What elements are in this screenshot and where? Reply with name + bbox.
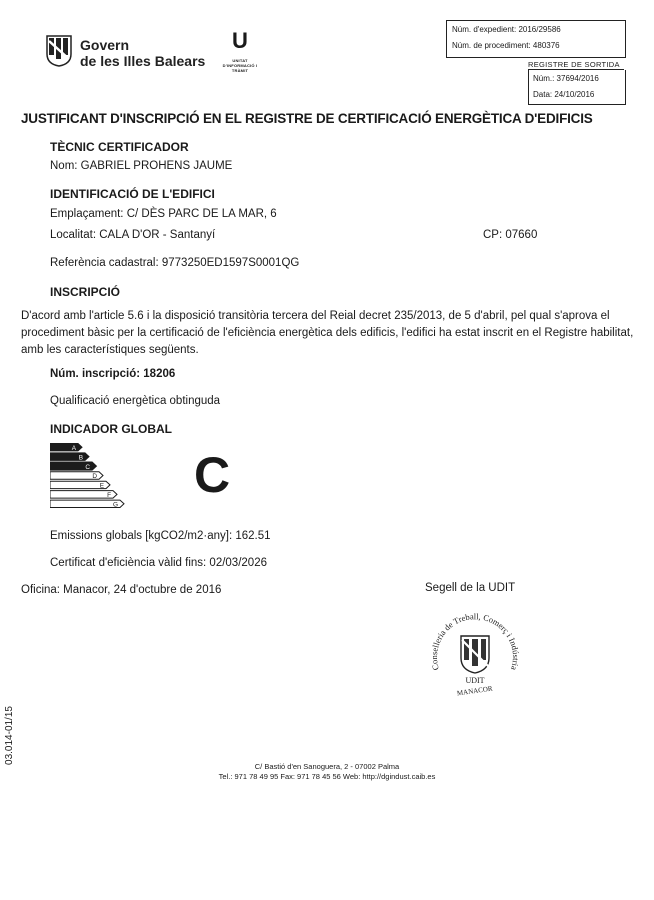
certificat-validesa: Certificat d'eficiència vàlid fins: 02/03/2026 <box>50 557 267 569</box>
document-title: JUSTIFICANT D'INSCRIPCIÓ EN EL REGISTRE DE CERTIFICACIÓ ENERGÈTICA D'EDIFICIS <box>21 111 593 126</box>
registre-number: Núm.: 37694/2016 <box>533 74 599 83</box>
oficina-data: Oficina: Manacor, 24 d'octubre de 2016 <box>21 584 222 596</box>
govern-line2: de les Illes Balears <box>80 53 206 69</box>
energy-bar-letter-e: E <box>99 482 104 490</box>
qualificacio-label: Qualificació energètica obtinguda <box>50 395 221 407</box>
energy-bar-letter-f: F <box>107 492 111 500</box>
energy-bar-letter-g: G <box>113 501 118 509</box>
registre-sortida-title: REGISTRE DE SORTIDA <box>528 60 620 69</box>
emissions-globals: Emissions globals [kgCO2/m2·any]: 162.51 <box>50 530 271 542</box>
udit-logo <box>216 30 264 73</box>
energy-bar-letter-c: C <box>85 463 90 471</box>
expedient-number: Núm. d'expedient: 2016/29586 <box>452 25 561 34</box>
edifici-cp: CP: 07660 <box>483 229 538 241</box>
indicador-heading: INDICADOR GLOBAL <box>50 422 172 436</box>
seal-udit-text: UDIT <box>465 676 485 685</box>
tecnic-nom: Nom: GABRIEL PROHENS JAUME <box>50 160 233 172</box>
edifici-referencia: Referència cadastral: 9773250ED1597S0001QG <box>50 257 300 269</box>
tecnic-heading: TÈCNIC CERTIFICADOR <box>50 140 189 154</box>
segell-label: Segell de la UDIT <box>425 582 516 594</box>
udit-logo-line2: D'INFORMACIÓ I TRÀMIT <box>222 63 258 73</box>
form-code: 03.014-01/15 <box>3 706 15 765</box>
govern-name <box>80 37 205 69</box>
energy-bar-b <box>50 453 89 460</box>
energy-bar-a <box>50 444 82 451</box>
udit-seal-stamp <box>420 600 530 710</box>
edifici-emplacament: Emplaçament: C/ DÈS PARC DE LA MAR, 6 <box>50 208 277 220</box>
seal-manacor-text: MANACOR <box>456 684 494 698</box>
expedient-box <box>446 20 626 58</box>
udit-logo-line1: UNITAT <box>232 58 248 63</box>
energy-bar-letter-b: B <box>78 454 83 462</box>
inscripcio-heading: INSCRIPCIÓ <box>50 285 121 299</box>
footer-contact: Tel.: 971 78 49 95 Fax: 971 78 45 56 Web: http://dgindust.caib.es <box>218 772 436 781</box>
seal-ring-text: Conselleria de Treball, Comerç i Indústria <box>428 611 522 672</box>
inscripcio-paragraph: D'acord amb l'article 5.6 i la disposició transitòria tercera del Reial decret 235/2013, de 5 d'abril, pel qual s'aprova el procediment bàsic per la certificació de l'eficiència energètica dels edificis, l'edifici ha estat inscrit en el Registre habilitat, amb les característiques següents. <box>21 310 634 356</box>
energy-grade: C <box>194 447 231 503</box>
edifici-heading: IDENTIFICACIÓ DE L'EDIFICI <box>50 187 215 201</box>
govern-line1: Govern <box>80 37 130 53</box>
registre-sortida-box <box>528 70 626 105</box>
edifici-localitat: Localitat: CALA D'OR - Santanyí <box>50 229 216 241</box>
footer-address: C/ Bastió d'en Sanoguera, 2 - 07002 Palma <box>254 762 400 771</box>
udit-logo-letter: U <box>232 28 248 53</box>
energy-rating-bars <box>50 443 130 509</box>
procediment-number: Núm. de procediment: 480376 <box>452 41 560 50</box>
govern-shield-logo <box>46 35 72 67</box>
num-inscripcio: Núm. inscripció: 18206 <box>50 368 176 380</box>
energy-bar-letter-a: A <box>71 444 76 452</box>
energy-bar-letter-d: D <box>92 473 97 481</box>
registre-date: Data: 24/10/2016 <box>533 90 595 99</box>
